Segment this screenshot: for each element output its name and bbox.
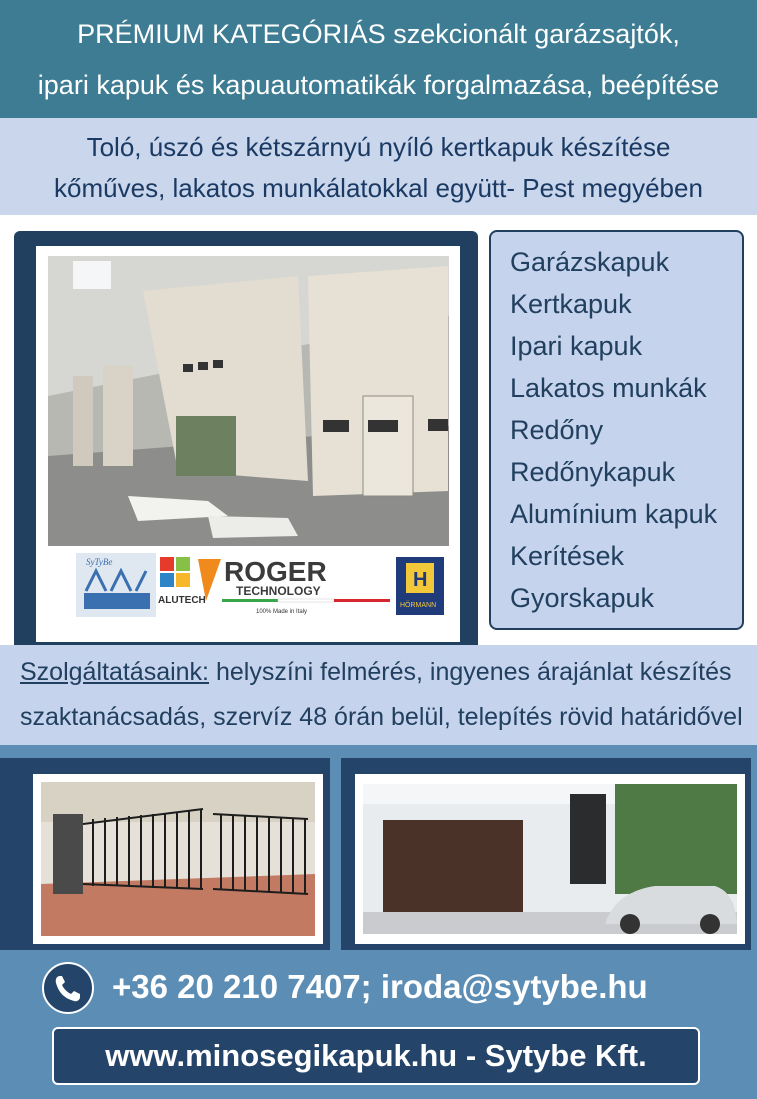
industrial-doors-photo xyxy=(48,256,449,546)
phone-icon xyxy=(42,962,94,1014)
list-item: Ipari kapuk xyxy=(510,331,643,361)
roger-technology-text: TECHNOLOGY xyxy=(236,584,321,598)
contact-info: +36 20 210 7407; iroda@sytybe.hu xyxy=(112,968,648,1005)
alutech-logo-text: ALUTECH xyxy=(158,595,206,606)
middle-section xyxy=(0,215,757,645)
list-item: Kertkapuk xyxy=(510,289,632,319)
subheader-line-1: Toló, úszó és kétszárnyú nyíló kertkapuk készítése xyxy=(86,132,671,162)
subheader-line-2: kőműves, lakatos munkálatokkal együtt- Pest megyében xyxy=(54,173,703,203)
services-band xyxy=(0,645,757,745)
list-item: Redőnykapuk xyxy=(510,457,676,487)
list-item: Alumínium kapuk xyxy=(510,499,718,529)
garage-door-photo xyxy=(355,774,745,944)
roger-tagline: 100% Made in Italy xyxy=(256,609,308,615)
svg-text:H: H xyxy=(413,569,428,591)
gate-photo-card xyxy=(33,774,323,944)
header-line-2: ipari kapuk és kapuautomatikák forgalmazása, beépítése xyxy=(37,70,720,100)
services-line-1 xyxy=(20,658,732,687)
list-item: Redőny xyxy=(510,415,604,445)
photo-card xyxy=(36,246,460,642)
services-line-1-text: helyszíni felmérés, ingyenes árajánlat készítés xyxy=(209,658,732,686)
header-line-1: PRÉMIUM KATEGÓRIÁS szekcionált garázsajtók, xyxy=(77,19,680,49)
services-list xyxy=(489,230,744,630)
garden-gate-photo xyxy=(33,774,323,944)
sytybe-logo-text: SyTyBe xyxy=(86,557,113,567)
gate-photo-frame xyxy=(0,758,330,950)
list-item: Lakatos munkák xyxy=(510,373,707,403)
contact-row xyxy=(0,962,757,1012)
website-footer: www.minosegikapuk.hu - Sytybe Kft. xyxy=(52,1027,700,1085)
subheader-band xyxy=(0,118,757,215)
garage-photo-frame xyxy=(341,758,751,950)
roger-logo-text: ROGER xyxy=(224,556,327,587)
hormann-logo-text: HÖRMANN xyxy=(400,602,437,609)
services-line-2: szaktanácsadás, szervíz 48 órán belül, telepítés rövid határidővel xyxy=(20,703,743,731)
list-item: Garázskapuk xyxy=(510,247,670,277)
header-banner xyxy=(0,0,757,118)
brand-logos xyxy=(36,551,460,631)
garage-photo-card xyxy=(355,774,745,944)
list-item: Gyorskapuk xyxy=(510,583,655,613)
services-label: Szolgáltatásaink: xyxy=(20,658,210,686)
photo-frame xyxy=(14,231,478,653)
list-item: Kerítések xyxy=(510,541,625,571)
